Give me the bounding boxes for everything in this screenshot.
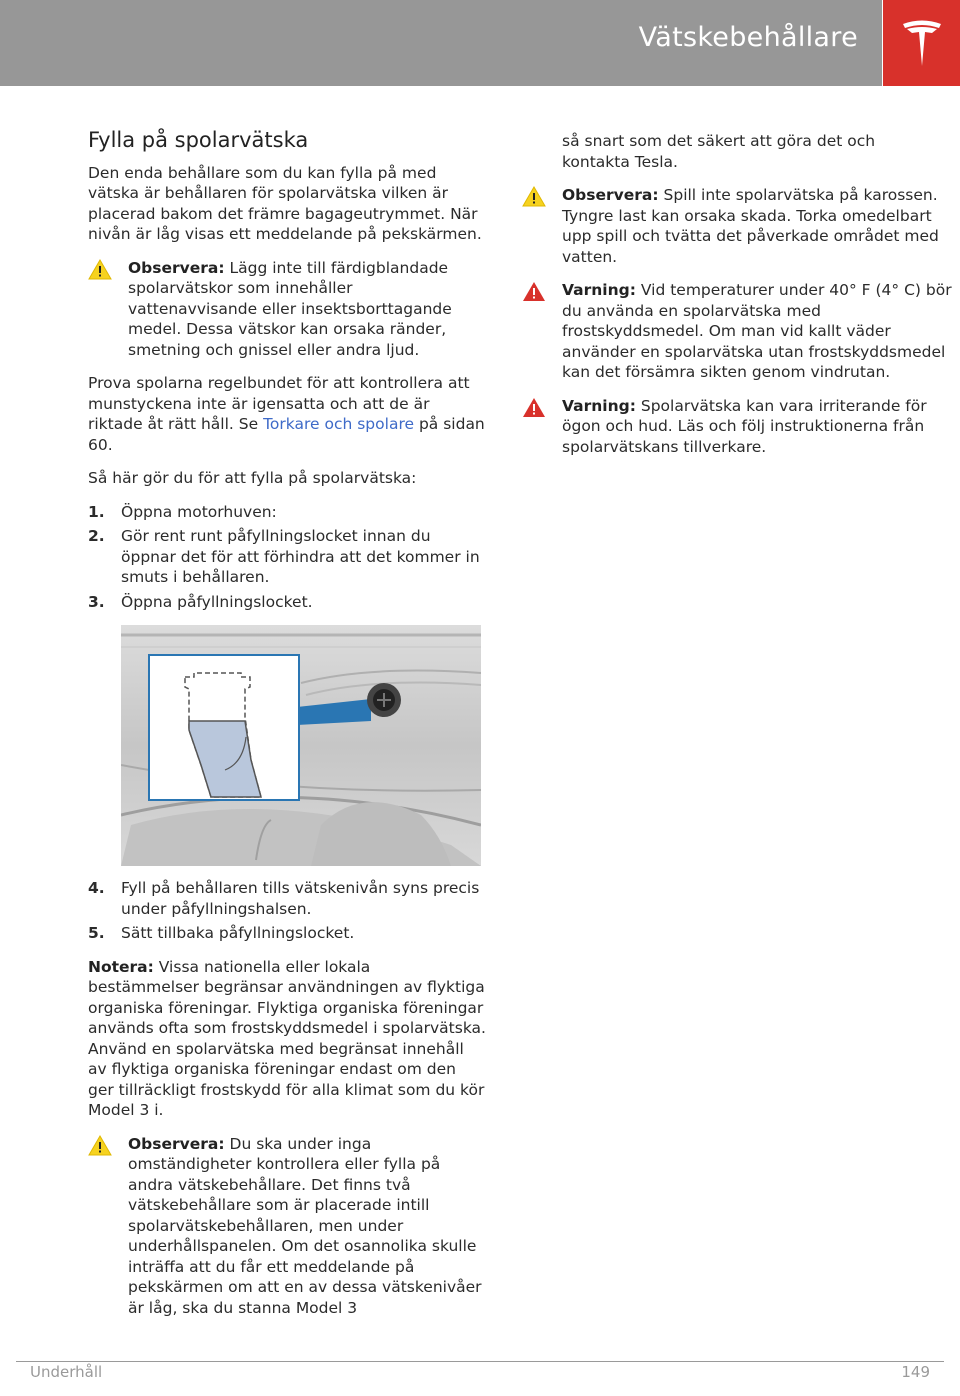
notice-text: Lägg inte till färdigblandade spolarvätskor som innehåller vattenavvisande eller insektsborttagande medel. Dessa vätskor kan orsaka ränder, smetning och gnissel eller andra ljud. <box>128 258 452 359</box>
footer-section: Underhåll <box>30 1363 103 1381</box>
notice-text: Spill inte spolarvätska på karossen. Tyngre last kan orsaka skada. Torka omedelbart upp spill och tvätta det påverkade området med vatten. <box>562 186 939 266</box>
caution-notice <box>88 258 486 361</box>
wipers-link[interactable]: Torkare och spolare <box>263 415 415 433</box>
caution-icon <box>88 259 112 280</box>
note-label: Notera: <box>88 957 154 976</box>
steps-list-continued <box>88 878 486 944</box>
footer-divider <box>16 1361 944 1362</box>
tesla-logo-icon <box>901 18 943 68</box>
page-title: Vätskebehållare <box>638 22 858 53</box>
tesla-logo <box>883 0 960 86</box>
caution-icon <box>522 186 546 207</box>
list-item: 4. Fyll på behållaren tills vätskenivån syns precis under påfyllningshalsen. <box>88 879 480 918</box>
section-heading: Fylla på spolarvätska <box>88 128 309 152</box>
right-column <box>562 131 952 470</box>
list-item: 2. Gör rent runt påfyllningslocket innan du öppnar det för att förhindra att det kommer in smuts i behållaren. <box>88 527 480 586</box>
warning-label: Varning: <box>562 281 636 299</box>
note-paragraph: Notera: Vissa nationella eller lokala bestämmelser begränsar användningen av flyktiga organiska föreningar. Flyktiga organiska föreningar används ofta som frostskyddsmedel i spolarvätska. Använd en spolarvätska med begränsat innehåll av flyktiga organiska föreningar endast om den ger tillräckligt frostskydd för alla klimat som du kör Model 3 i. <box>88 957 486 1119</box>
warning-notice <box>522 396 958 458</box>
notice-label: Observera: <box>128 258 225 277</box>
warning-label: Varning: <box>562 396 636 415</box>
warning-text: Spolarvätska kan vara irriterande för ögon och hud. Läs och följ instruktionerna från spolarvätskans tillverkare. <box>562 396 927 456</box>
steps-intro: Så här gör du för att fylla på spolarvätska: <box>88 469 417 487</box>
notice-text: Du ska under inga omständigheter kontrollera eller fylla på andra vätskebehållare. Det finns två vätskebehållare som är placerade intill spolarvätskebehållaren, men under underhållspanelen. Om det osannolika skulle inträffa att du får ett meddelande på pekskärmen om att en av dessa vätskenivåer är låg, ska du stanna Model 3 <box>128 1134 482 1317</box>
caution-notice <box>522 185 958 267</box>
warning-icon <box>522 281 546 302</box>
caution-notice <box>88 1134 486 1319</box>
reservoir-illustration <box>121 625 481 866</box>
warning-notice <box>522 280 958 383</box>
list-item: 3. Öppna påfyllningslocket. <box>88 592 313 611</box>
list-item: 5. Sätt tillbaka påfyllningslocket. <box>88 924 355 942</box>
notice-label: Observera: <box>562 186 659 204</box>
list-item: 1. Öppna motorhuven: <box>88 502 277 521</box>
warning-icon <box>522 397 546 418</box>
page-header <box>0 0 882 86</box>
intro-paragraph: Den enda behållare som du kan fylla på med vätska är behållaren för spolarvätska vilken är placerad bakom det främre bagageutrymmet. När nivån är låg visas ett meddelande på pekskärmen. <box>88 163 482 243</box>
left-column <box>88 130 486 1331</box>
caution-icon <box>88 1135 112 1156</box>
check-paragraph: Prova spolarna regelbundet för att kontrollera att munstyckena inte är igensatta och att de är riktade åt rätt håll. Se Torkare och spolare på sidan 60. <box>88 374 485 454</box>
steps-list <box>88 502 486 613</box>
notice-label: Observera: <box>128 1134 225 1153</box>
warning-text: Vid temperaturer under 40° F (4° C) bör du använda en spolarvätska med frostskyddsmedel. Om man vid kallt väder använder en spolarvätska utan frostskyddsmedel kan det försämra sikten genom vindrutan. <box>562 281 952 381</box>
continued-paragraph: så snart som det säkert att göra det och kontakta Tesla. <box>562 132 876 171</box>
page-number: 149 <box>901 1363 930 1381</box>
